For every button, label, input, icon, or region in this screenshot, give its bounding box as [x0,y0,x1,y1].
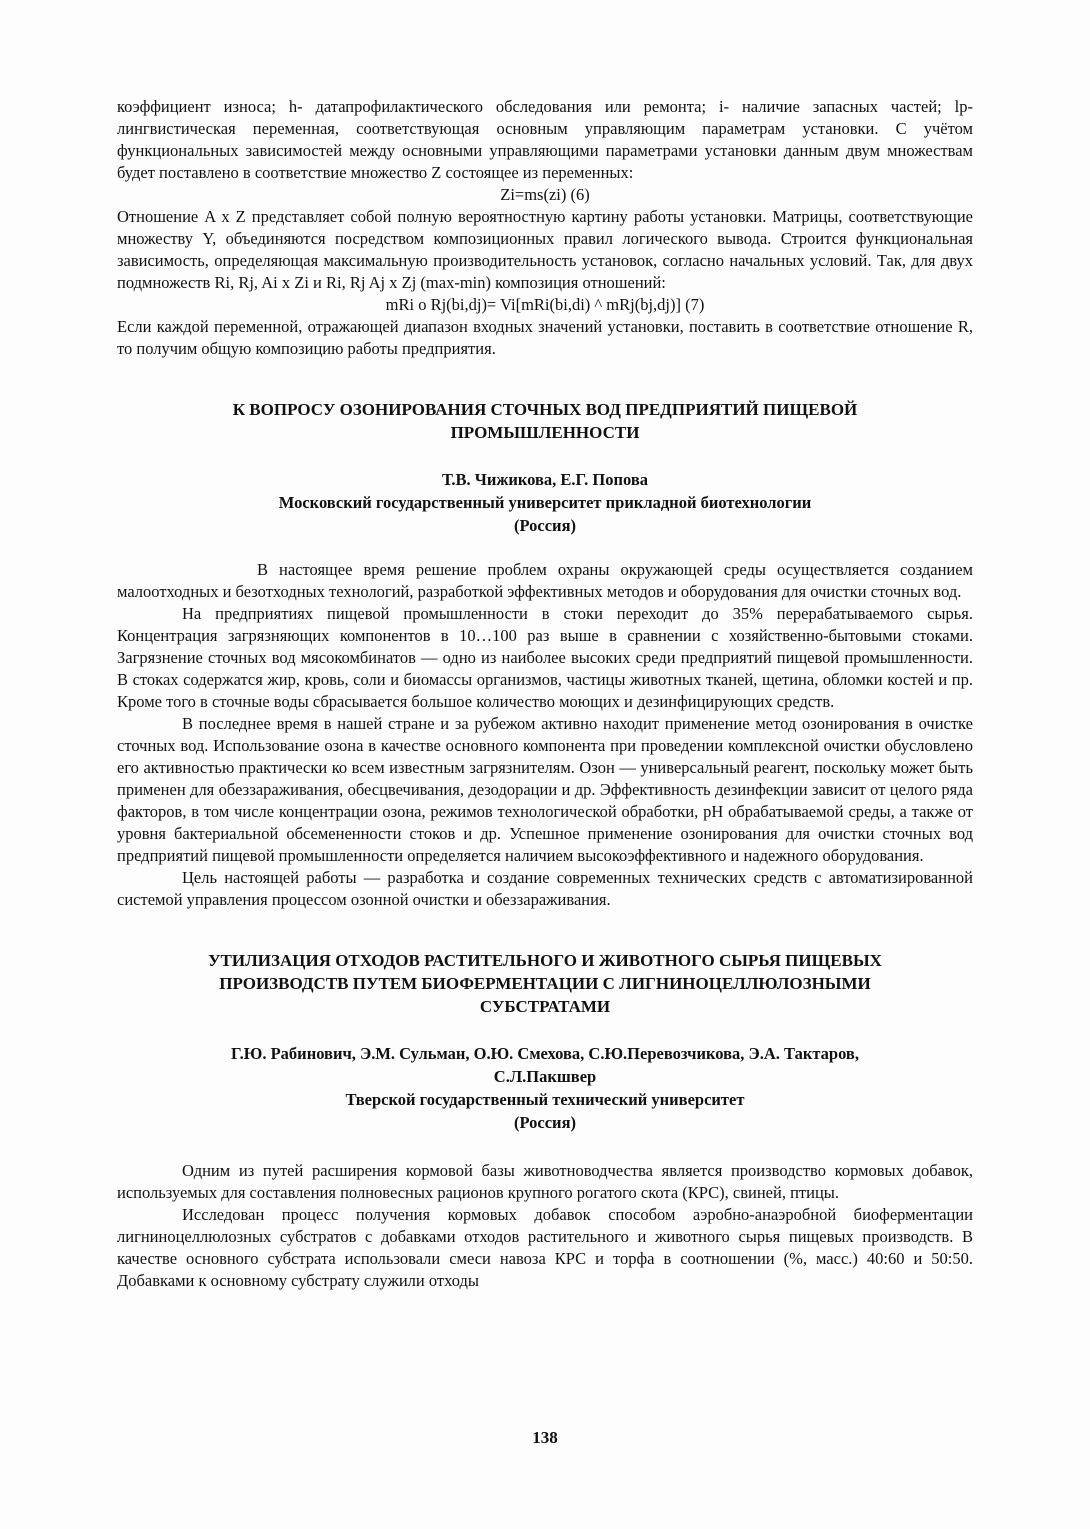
article1-paragraph-3: В последнее время в нашей стране и за рубежом активно находит применение метод озонирования в очистке сточных вод. Использование озона в качестве основного компонента при проведении комплексной очистки обусловлено его активностью практически ко всем известным загрязнителям. Озон — универсальный реагент, поскольку может быть применен для обеззараживания, обесцвечивания, дезодорации и др. Эффективность дезинфекции зависит от целого ряда факторов, в том числе концентрации озона, режимов технологической обработки, pH обрабатываемой среды, а также от уровня бактериальной обсемененности стоков и др. Успешное применение озонирования для очистки сточных вод предприятий пищевой промышленности определяется наличием высокоэффективного и надежного оборудования. [117,714,973,865]
formula-6: Zi=ms(zi) (6) [500,185,590,204]
article2-authors-line-1: Г.Ю. Рабинович, Э.М. Сульман, О.Ю. Смехова, С.Ю.Перевозчикова, Э.А. Тактаров, [231,1044,859,1063]
intro-paragraph-3: Если каждой переменной, отражающей диапазон входных значений установки, поставить в соответствие отношение R, то получим общую композицию работы предприятия. [117,317,973,358]
article1-title-line-1: К ВОПРОСУ ОЗОНИРОВАНИЯ СТОЧНЫХ ВОД ПРЕДПРИЯТИЙ ПИЩЕВОЙ [232,400,858,419]
article1-country: (Россия) [514,516,576,535]
article1-paragraph-2: На предприятиях пищевой промышленности в стоки переходит до 35% перерабатываемого сырья. Концентрация загрязняющих компонентов в 10…100 раз выше в сравнении с хозяйственно-бытовыми стоками. Загрязнение сточных вод мясокомбинатов — одно из наиболее высоких среди предприятий пищевой промышленности. В стоках содержатся жир, кровь, соли и биомассы организмов, частицы животных тканей, щетина, обломки костей и пр. Кроме того в сточные воды сбрасывается большое количество моющих и дезинфицирующих средств. [117,604,973,711]
article2-title-line-1: УТИЛИЗАЦИЯ ОТХОДОВ РАСТИТЕЛЬНОГО И ЖИВОТНОГО СЫРЬЯ ПИЩЕВЫХ [208,951,882,970]
article2-country: (Россия) [514,1113,576,1132]
article1-title [117,398,973,444]
page-content [117,96,973,1292]
article1-authors: Т.В. Чижикова, Е.Г. Попова [442,470,648,489]
article2-affiliation: Тверской государственный технический университет [345,1090,745,1109]
page-number: 138 [532,1428,558,1447]
article2-paragraph-1: Одним из путей расширения кормовой базы животноводчества является производство кормовых добавок, используемых для составления полновесных рационов крупного рогатого скота (КРС), свиней, птицы. [117,1161,973,1202]
article1-paragraph-4: Цель настоящей работы — разработка и создание современных технических средств с автоматизированной системой управления процессом озонной очистки и обеззараживания. [117,868,973,909]
intro-paragraph-2: Отношение A x Z представляет собой полную вероятностную картину работы установки. Матрицы, соответствующие множеству Y, объединяются посредством композиционных правил логического вывода. Строится функциональная зависимость, определяющая максимальную производительность установок, согласно начальных условий. Так, для двух подмножеств Ri, Rj, Ai x Zi и Ri, Rj Aj x Zj (max-min) композиция отношений: [117,207,973,292]
article1-affiliation: Московский государственный университет прикладной биотехнологии [278,493,812,512]
formula-7: mRi o Rj(bi,dj)= Vi[mRi(bi,di) ^ mRj(bj,dj)] (7) [385,295,705,314]
article1-title-line-2: ПРОМЫШЛЕННОСТИ [450,423,640,442]
article2-authors-line-2: С.Л.Пакшвер [493,1067,597,1086]
intro-paragraph-1: коэффициент износа; h- датапрофилактического обследования или ремонта; i- наличие запасных частей; lp- лингвистическая переменная, соответствующая основным управляющим параметрам установки. С учётом функциональных зависимостей между основными управляющими параметрами установки данным двум множествам будет поставлено в соответствие множество Z состоящее из переменных: [117,97,973,182]
article1-paragraph-1: В настоящее время решение проблем охраны окружающей среды осуществляется созданием малоотходных и безотходных технологий, разработкой эффективных методов и оборудования для очистки сточных вод. [117,560,973,601]
article2-title-line-3: СУБСТРАТАМИ [479,997,611,1016]
article2-paragraph-2: Исследован процесс получения кормовых добавок способом аэробно-анаэробной биоферментации лигниноцеллюлозных субстратов с добавками отходов растительного и животного сырья пищевых производств. В качестве основного субстрата использовали смеси навоза КРС и торфа в соотношении (%, масс.) 40:60 и 50:50. Добавками к основному субстрату служили отходы [117,1205,973,1290]
article2-title-line-2: ПРОИЗВОДСТВ ПУТЕМ БИОФЕРМЕНТАЦИИ С ЛИГНИНОЦЕЛЛЮЛОЗНЫМИ [219,974,871,993]
article2-title [117,949,973,1018]
